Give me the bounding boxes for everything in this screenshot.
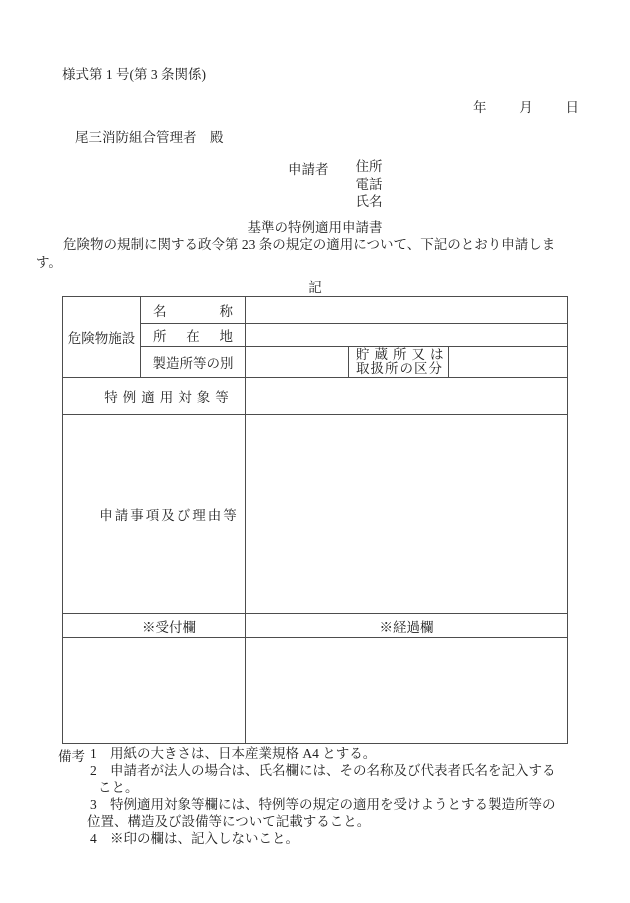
facility-address-value-cell xyxy=(246,324,568,347)
notes-section xyxy=(58,745,603,847)
note-line: 3 特例適用対象等欄には、特例等の規定の適用を受けようとする製造所等の xyxy=(90,797,556,812)
facility-group-label-cell: 危険物施設 xyxy=(63,297,141,378)
application-form-table xyxy=(62,296,568,744)
addressee: 尾三消防組合管理者 殿 xyxy=(75,130,224,145)
facility-type-value-cell xyxy=(246,347,349,378)
document-title: 基準の特例適用申請書 xyxy=(247,220,383,235)
applicant-fields xyxy=(356,158,383,211)
ki-heading: 記 xyxy=(308,280,322,295)
facility-address-label: 所 在 地 xyxy=(153,329,233,344)
special-application-target-label-cell: 特例適用対象等 xyxy=(63,378,246,415)
note-line-continuation: こと。 xyxy=(98,780,139,795)
storage-category-label-line2: 取扱所の区分 xyxy=(356,361,443,376)
note-line-continuation: 位置、構造及び設備等について記載すること。 xyxy=(87,814,371,829)
reception-value-cell xyxy=(63,638,246,744)
intro-line-1: 危険物の規制に関する政令第 23 条の規定の適用について、下記のとおり申請しま xyxy=(63,237,556,252)
facility-name-label-cell xyxy=(141,297,246,324)
special-application-target-value-cell xyxy=(246,378,568,415)
form-number: 様式第 1 号(第 3 条関係) xyxy=(62,67,206,82)
applicant-name-label: 氏名 xyxy=(355,194,383,209)
note-line: 2 申請者が法人の場合は、氏名欄には、その名称及び代表者氏名を記入する xyxy=(90,763,556,778)
facility-address-label-cell xyxy=(141,324,246,347)
date-year-label: 年 xyxy=(473,100,487,115)
reception-column-header-cell: ※受付欄 xyxy=(63,614,246,638)
applicant-label: 申請者 xyxy=(288,162,329,177)
applicant-phone-label: 電話 xyxy=(355,176,383,192)
note-line: 1 用紙の大きさは、日本産業規格 A4 とする。 xyxy=(90,746,377,761)
application-matters-value-cell xyxy=(246,415,568,614)
date-day-label: 日 xyxy=(565,100,579,115)
applicant-block xyxy=(288,158,383,211)
storage-category-label-cell xyxy=(349,347,449,378)
progress-value-cell xyxy=(246,638,568,744)
storage-category-label-line1: 貯蔵所又は xyxy=(356,347,449,362)
progress-column-header-cell: ※経過欄 xyxy=(246,614,568,638)
intro-line-2: す。 xyxy=(36,255,62,270)
date-month-label: 月 xyxy=(519,100,533,115)
intro-paragraph xyxy=(36,236,596,272)
date-line xyxy=(473,96,579,116)
application-matters-label-cell: 申請事項及び理由等 xyxy=(63,415,246,614)
notes-label: 備考 xyxy=(58,749,85,764)
storage-category-value-cell xyxy=(449,347,568,378)
facility-name-value-cell xyxy=(246,297,568,324)
facility-name-label: 名 称 xyxy=(153,304,233,319)
facility-type-label-cell: 製造所等の別 xyxy=(141,347,246,378)
applicant-address-label: 住所 xyxy=(355,159,383,174)
note-line: 4 ※印の欄は、記入しないこと。 xyxy=(90,831,299,846)
